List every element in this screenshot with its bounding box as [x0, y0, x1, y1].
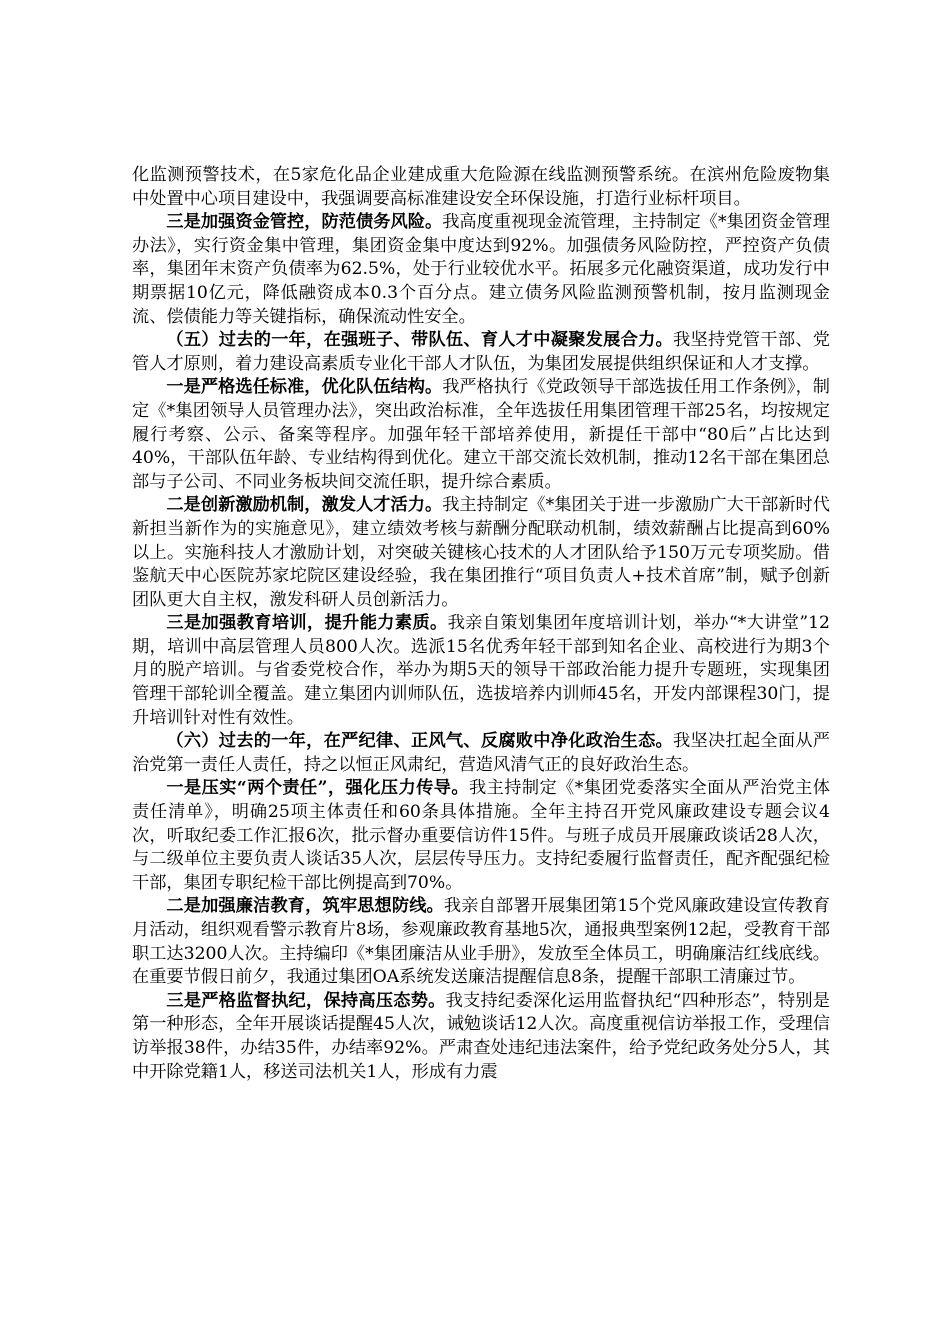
paragraph-heading: 一是严格选任标准，优化队伍结构。 — [166, 377, 443, 398]
paragraph-integrity-education — [132, 895, 830, 989]
paragraph-heading: 三是严格监督执纪，保持高压态势。 — [166, 990, 446, 1011]
section-heading: （五）过去的一年，在强班子、带队伍、育人才中凝聚发展合力。 — [166, 330, 674, 351]
paragraph-heading: 一是压实“两个责任”，强化压力传导。 — [166, 778, 469, 799]
paragraph-text: 我坚决扛起全面从严治党第一责任人责任，持之以恒正风肃纪，营造风清气正的良好政治生态。 — [132, 731, 830, 775]
paragraph-selection-standards — [132, 376, 830, 494]
paragraph-training — [132, 612, 830, 730]
paragraph-continuation — [132, 164, 830, 211]
paragraph-text: 我亲自部署开展集团第15个党风廉政建设宣传教育月活动，组织观看警示教育片8场，参观廉政教育基地5次，通报典型案例12起，受教育干部职工达3200人次。主持编印《*集团廉洁从业手册》，发放至全体员工，明确廉洁红线底线。在重要节假日前夕，我通过集团OA系统发送廉洁提醒信息8条，提醒干部职工清廉过节。 — [132, 896, 830, 988]
paragraph-text: 我高度重视现金流管理，主持制定《*集团资金管理办法》，实行资金集中管理，集团资金集中度达到92%。加强债务风险防控，严控资产负债率，集团年末资产负债率为62.5%，处于行业较优水平。拓展多元化融资渠道，成功发行中期票据10亿元，降低融资成本0.3个百分点。建立债务风险监测预警机制，按月监测现金流、偿债能力等关键指标，确保流动性安全。 — [132, 212, 830, 327]
paragraph-supervision-discipline — [132, 990, 830, 1084]
paragraph-heading: 二是加强廉洁教育，筑牢思想防线。 — [166, 896, 444, 917]
section-heading-six — [132, 730, 830, 777]
paragraph-incentive-mechanism — [132, 494, 830, 612]
paragraph-heading: 三是加强教育培训，提升能力素质。 — [166, 613, 448, 634]
paragraph-text: 我严格执行《党政领导干部选拔任用工作条例》，制定《*集团领导人员管理办法》，突出政治标准，全年选拔任用集团管理干部25名，均按规定履行考察、公示、备案等程序。加强年轻干部培养使用，新提任干部中“80后”占比达到40%，干部队伍年龄、专业结构得到优化。建立干部交流长效机制，推动12名干部在集团总部与子公司、不同业务板块间交流任职，提升综合素质。 — [132, 377, 830, 492]
paragraph-two-responsibilities — [132, 777, 830, 895]
section-heading-five — [132, 329, 830, 376]
paragraph-text: 化监测预警技术，在5家危化品企业建成重大危险源在线监测预警系统。在滨州危险废物集中处置中心项目建设中，我强调要高标准建设安全环保设施，打造行业标杆项目。 — [132, 165, 830, 209]
paragraph-capital-management — [132, 211, 830, 329]
paragraph-heading: 三是加强资金管控，防范债务风险。 — [166, 212, 443, 233]
paragraph-text: 我亲自策划集团年度培训计划，举办“*大讲堂”12期，培训中高层管理人员800人次。选派15名优秀年轻干部到知名企业、高校进行为期3个月的脱产培训。与省委党校合作，举办为期5天的领导干部政治能力提升专题班，实现集团管理干部轮训全覆盖。建立集团内训师队伍，选拔培养内训师45名，开发内部课程30门，提升培训针对性有效性。 — [132, 613, 830, 728]
paragraph-text: 我坚持党管干部、党管人才原则，着力建设高素质专业化干部人才队伍，为集团发展提供组织保证和人才支撑。 — [132, 330, 830, 374]
paragraph-text: 我主持制定《*集团关于进一步激励广大干部新时代新担当新作为的实施意见》，建立绩效考核与薪酬分配联动机制，绩效薪酬占比提高到60%以上。实施科技人才激励计划，对突破关键核心技术的人才团队给予150万元专项奖励。借鉴航天中心医院苏家坨院区建设经验，我在集团推行“项目负责人+技术首席”制，赋予创新团队更大自主权，激发科研人员创新活力。 — [132, 495, 830, 610]
section-heading: （六）过去的一年，在严纪律、正风气、反腐败中净化政治生态。 — [166, 731, 674, 752]
paragraph-text: 我主持制定《*集团党委落实全面从严治党主体责任清单》，明确25项主体责任和60条具体措施。全年主持召开党风廉政建设专题会议4次，听取纪委工作汇报6次，批示督办重要信访件15件。与班子成员开展廉政谈话28人次，与二级单位主要负责人谈话35人次，层层传导压力。支持纪委履行监督责任，配齐配强纪检干部，集团专职纪检干部比例提高到70%。 — [132, 778, 830, 893]
paragraph-text: 我支持纪委深化运用监督执纪“四种形态”，特别是第一种形态，全年开展谈话提醒45人次，诫勉谈话12人次。高度重视信访举报工作，受理信访举报38件，办结35件，办结率92%。严肃查处违纪违法案件，给予党纪政务处分5人，其中开除党籍1人，移送司法机关1人，形成有力震 — [132, 990, 830, 1082]
paragraph-heading: 二是创新激励机制，激发人才活力。 — [166, 495, 443, 516]
document-body — [132, 164, 830, 1084]
